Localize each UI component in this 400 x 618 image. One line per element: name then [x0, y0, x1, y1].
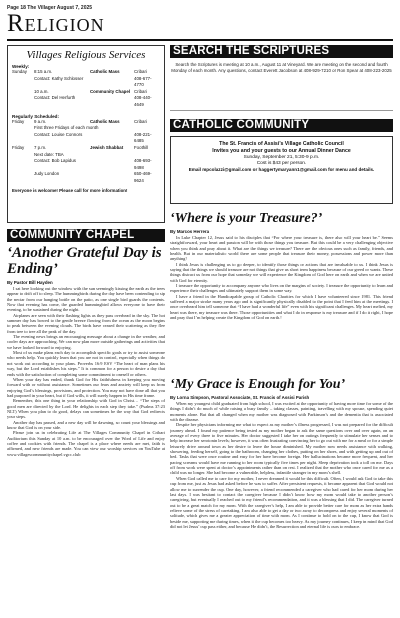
article-paragraph: In Luke Chapter 12, Jesus said to his disciples that “For where your treasure is, there also will your heart be.” Seems straightforward, your heart and passion will be with those things you treasure. But this could be a very challenging objective when you think and pray about it. What are the things we treasure? There are the obvious ones such as family, friends, and health. But in our materialistic world there are some people that treasure their money, possessions and power more than anything! — [170, 235, 393, 262]
dinner-line-invite: Invites you and your guests to our Annual Dinner Dance — [212, 147, 351, 154]
dinner-line-date: Sunday, September 21, 5:30-9 p.m. — [243, 154, 320, 160]
grateful-headline: ‘Another Grateful Day is Ending’ — [7, 245, 162, 277]
article-paragraph: I have a friend in the Handicapable group of Catholic Charities for which I have volunteered since 1981. This friend suffered a major stroke many years ago and is significantly physically disabled to the point that I feed him at the meetings. I once overheard him tell someone that “I have had a wonderful life” even with his significant challenges. My heart melted, my heart was there, my treasure was there. Those opportunities and what I do in response is my treasure and if I do it right, I hope and pray that I’m helping create the Kingdom of God on earth.! — [170, 293, 393, 321]
services-schedule-box — [7, 45, 165, 223]
article-paragraph: Airplanes are seen with their flashing lights as they pass overhead in the sky. The hot summer day has bowed to the gentle breeze flowing from the ocean as the moon begins to peak between the evening clouds. The birds have ceased their scattering as they flee from tree to tree all the peak of the day. — [7, 312, 165, 334]
article-paragraph: When God called me to care for my mother, I never dreamed it would be this difficult. Often, I would ask God to take this cup from me, just as Jesus had asked before he was to suffer. After persistent requests, it became apparent that God would not allow me to surrender the cup. One day, however, a friend recommended a caregiver who had cared for her mom during her last days. I was hesitant to contact the caregiver because I didn’t know how my mom would take to another person’s caregiving, but eventually I reached out to my friend’s recommendation, and it was a blessing that I did. The caregiver turned out to be a great match for my mom. With the caregiver’s help, I am able to provide better care for mom as her extra hands relieve some of the stress of caretaking. I am also able to get a day or two away to decompress and enjoy several moments of solitude, which gives me a greater appreciation of time with mom. As I continue to hold on to the cup, I know that God is beside me, supporting me during times, when it the cup becomes too heavy. As my journey continues, I keep in mind that God did not let Jesus’ cup pass either, and because He didn’t, the Resurrection and eternal life is ours to embrace. — [170, 475, 393, 529]
catholic-community-label: CATHOLIC COMMUNITY — [170, 119, 393, 132]
grateful-byline: By Pastor Bill Hayden — [7, 280, 53, 285]
dinner-line-cost: Cost is $43 per person. — [256, 161, 307, 166]
schedule-note: Everyone is welcome! Please call for more information! — [12, 187, 128, 193]
schedule-row: First three Fridays of each month — [34, 125, 99, 131]
article-paragraph: I treasure the opportunity to accompany anyone who lives on the margins of society. I treasure the opportunity to learn and experience their challenges and ultimately support them in some way. — [170, 283, 393, 294]
section-divider — [170, 110, 393, 111]
scheduled-heading: Regularly Scheduled: — [12, 113, 59, 119]
article-paragraph: When my youngest child graduated from high school, I was excited at the opportunity of having more time for some of the things I didn’t do much of while raising a busy family – taking classes, painting, travelling with my spouse, spending quiet moments alone. But that all changed when my mother was diagnosed with Parkinson’s and the dementia that is associated with the disease. — [170, 401, 393, 423]
schedule-row: Contact: Del Herfurth 408-440-4649 — [34, 95, 152, 107]
article-paragraph: When your day has ended, thank God for His faithfulness in keeping you moving forward with or without assistance. Sometimes our fears and anxiety will keep us from enjoying God’s blessings, provisions, and protection. You may not have done all that you had purposed in your heart, but if God wills, it will surely happen in His time frame. — [7, 376, 165, 398]
schedule-row: Contact: Bob Lapidus 408-693-9498 — [34, 158, 152, 170]
schedule-row: Next date: TBA — [34, 151, 64, 157]
grace-byline: By Lorna Simpson, Pastoral Associate, St. Francis of Assisi Parish — [170, 395, 310, 400]
treasure-headline: ‘Where is your Treasure?’ — [170, 211, 323, 226]
masthead-rule — [7, 39, 393, 41]
dinner-dance-box — [170, 136, 393, 204]
scheduled-list — [12, 119, 160, 185]
article-paragraph: I sat here looking out the window with the sun seemingly kissing the earth as the trees appear to drift off to sleep. The hummingbirds during the day have been contending to sip the nectar from our hanging bottle on the patio, as one single bird guards the contents. Now that evening has come, the guarded hummingbird allows everyone to have their evening, to be sustained during the night. — [7, 286, 165, 313]
article-paragraph: Please join us in celebrating Life at The Villages Community Chapel in Cribari Auditorium this Sunday at 10 a.m. to be encouraged over the Word of Life and enjoy coffee and cookies with friends. The chapel is a place where needs are met, faith is affirmed, and new friends are made. You can view our worship services on YouTube at www.villagescommunitychapel.vgcc.club — [7, 430, 165, 457]
grace-article-body — [170, 401, 393, 613]
schedule-row: Contact: Kathy Schlosser 408-677-4770 — [34, 75, 152, 88]
community-chapel-label: COMMUNITY CHAPEL — [7, 229, 165, 242]
search-scriptures-label: SEARCH THE SCRIPTURES — [170, 45, 393, 58]
weekly-list — [12, 69, 160, 109]
search-scriptures-notice: Search the Scriptures is meeting at 10 a.m., August 11 at Vineyard. We are meeting on the second and fourth Monday of each month. Any questions, contact Everett Jacobson at 408-929-7210 or Ron Spear at 408-223-2025 — [171, 62, 392, 73]
article-paragraph: Remember, this one thing in your relationship with God in Christ… “The steps of good men are directed by the Lord. He delights in each step they take.” (Psalms 37:23 NLT) When you plan to do good, delays can sometimes be the way that God redirects your steps. — [7, 398, 165, 420]
article-paragraph: I think Jesus is challenging us to go deeper, to identify those things or actions that are invaluable to us. I think Jesus is saying that the things we should treasure are not things that give us short term happiness because of our greed or wants. These things distract us from our hope that someday we will experience the Kingdom of God here on earth and when we are united with God for eternity. — [170, 261, 393, 283]
schedule-row: Friday 7 p.m. Jewish Shabbat Foothill — [12, 144, 149, 150]
article-paragraph: Most of us make plans each day to accomplish specific goals or try to assist someone who needs help. You quickly learn that you are not in control, especially when things do not work out according to your plans. Proverbs 16:9 ESV “The heart of man plans his way, but the Lord establishes his steps.” It is common for a person to desire a day that ends with the satisfaction of completing some commitment to oneself or others. — [7, 350, 165, 377]
schedule-title: Villages Religious Services — [26, 49, 146, 61]
schedule-row: Judy London 650-469-9624 — [34, 171, 152, 183]
schedule-row: 10 a.m. Community Chapel Cribari — [34, 88, 147, 94]
article-paragraph: Another day has passed, and a new day will be dawning, so count your blessings and know that God is on your side. — [7, 419, 165, 430]
weekly-heading: Weekly: — [12, 64, 30, 69]
grateful-article-body — [7, 286, 165, 612]
schedule-row: Sunday 8:15 a.m. Catholic Mass Cribari — [12, 69, 147, 74]
page-folio: Page 18 The Villager August 7, 2025 — [7, 5, 93, 11]
schedule-row: Friday 9 a.m. Catholic Mass Cribari — [12, 118, 147, 124]
treasure-byline: By Marcos Herrera — [170, 229, 210, 234]
dinner-line-council: The St. Francis of Assisi’s Village Catholic Council — [219, 141, 344, 147]
section-masthead: Religion — [7, 10, 105, 37]
schedule-row: Contact: Louise Connors 408-221-6485 — [34, 131, 152, 144]
grace-headline: ‘My Grace is Enough for You’ — [170, 377, 346, 392]
treasure-article-body — [170, 235, 393, 375]
article-paragraph: The evening news brings an encouraging message about a change in the weather, and cooler days are approaching. We can now plan more outside gatherings and activities that we have looked forward to enjoying. — [7, 334, 165, 350]
article-paragraph: Despite her physicians informing me what to expect as my mother’s illness progressed, I was not prepared for the difficult journey ahead. I found my patience being tested as my mother began to ask the same questions over and over again, on an average of every three to five minutes. Her doctor suggested I take her on outings frequently to stimulate her senses and to help increase her serotonin levels; however, it was often frustrating convincing her to go out with me for a meal or for a simple leisurely drive around town as her desire to leave the house diminished. My mother now needs assistance with walking, showering, feeding herself, going to the bathroom, changing her clothes, putting on her shoes, and with getting up and out of bed. Tasks that were once routine and easy for her have become foreign. Her hallucinations became more frequent, and her pacing screams would have me running to her room typically five times per night. Sleep deprivation took a toll on me. Days off from work were spent at doctor’s appointments rather than on rest. I realized that the mother who once cared for me as a child was no longer. She had become a vulnerable, helpless, infantile stranger in my mom’s shell. — [170, 422, 393, 476]
dinner-line-email: Email mpcolazzi@gmail.com or haggertymaryann1@gmail.com for menu and details. — [188, 167, 375, 173]
